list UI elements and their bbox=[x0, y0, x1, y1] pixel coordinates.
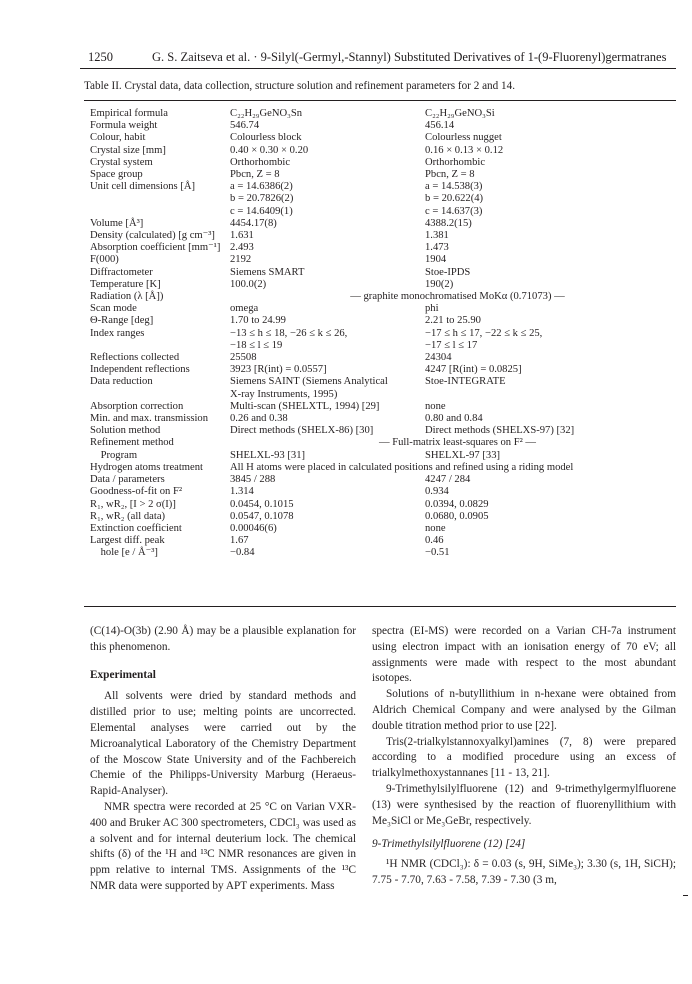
value-compound-14: −17 ≤ l ≤ 17 bbox=[425, 339, 478, 351]
table-row bbox=[90, 328, 685, 340]
table-row bbox=[90, 486, 685, 498]
row-label bbox=[90, 193, 230, 205]
row-label: Empirical formula bbox=[90, 108, 168, 119]
value-compound-2: 0.00046(6) bbox=[230, 522, 277, 534]
table-row bbox=[90, 462, 685, 474]
table-row bbox=[90, 169, 685, 181]
value-compound-2: 2192 bbox=[230, 254, 252, 266]
table-row bbox=[90, 267, 685, 279]
value-compound-14: 0.0680, 0.0905 bbox=[425, 510, 489, 522]
value-compound-2: 4454.17(8) bbox=[230, 217, 277, 229]
value-compound-14: 2.21 to 25.90 bbox=[425, 315, 481, 327]
value-compound-2: X-ray Instruments, 1995) bbox=[230, 388, 338, 400]
value-compound-2: 1.631 bbox=[230, 230, 254, 242]
value-compound-2: Pbcn, Z = 8 bbox=[230, 169, 280, 181]
value-compound-2: 0.0547, 0.1078 bbox=[230, 510, 294, 522]
table-row bbox=[90, 547, 685, 559]
value-compound-14: Pbcn, Z = 8 bbox=[425, 169, 475, 181]
paragraph: Solutions of n-butyllithium in n-hexane were obtained from Aldrich Chemical Company and were analysed by the Gilman double titration method prior to use [22]. bbox=[372, 688, 676, 732]
paragraph: 9-Trimethylsilylfluorene (12) and 9-trimethylgermylfluorene (13) were synthesised by the reaction of fluorenyllithium with Me₃SiCl or Me₃GeBr, respectively. bbox=[372, 782, 676, 827]
paragraph: Tris(2-trialkylstannoxyalkyl)amines (7, 8) were prepared according to a modified procedure using an excess of trialkylmethoxystannanes [11 - 13, 21]. bbox=[372, 735, 676, 780]
row-label: Volume [Å³] bbox=[90, 217, 144, 229]
table-row bbox=[90, 206, 685, 218]
table-row bbox=[90, 364, 685, 376]
table-row bbox=[90, 230, 685, 242]
row-label: F(000) bbox=[90, 254, 119, 266]
table-row bbox=[90, 499, 685, 511]
value-compound-14: none bbox=[425, 400, 446, 412]
left-column bbox=[90, 624, 356, 895]
row-label: Reflections collected bbox=[90, 352, 180, 364]
row-label: Independent reflections bbox=[90, 364, 190, 376]
value-compound-2: a = 14.6386(2) bbox=[230, 181, 293, 193]
value-compound-14: Stoe-IPDS bbox=[425, 266, 471, 278]
row-label: Formula weight bbox=[90, 120, 158, 132]
table-row bbox=[90, 425, 685, 437]
row-label: Temperature [K] bbox=[90, 278, 161, 290]
running-header bbox=[80, 46, 676, 69]
value-compound-2: 0.40 × 0.30 × 0.20 bbox=[230, 144, 309, 156]
compound-subheading: 9-Trimethylsilylfluorene (12) [24] bbox=[372, 838, 526, 851]
paragraph: NMR spectra were recorded at 25 °C on Varian VXR-400 and Bruker AC 300 spectrometers, CDCl₃ was used as a solvent and for internal deuterium lock. The chemical shifts (δ) of the ¹H and ¹³C NMR resonances are given in ppm relative to internal TMS. Assignments of the ¹³C NMR data were supported by APT experiments. Mass bbox=[90, 800, 356, 892]
row-label: Diffractometer bbox=[90, 266, 153, 278]
row-label: Goodness-of-fit on F² bbox=[90, 486, 183, 498]
value-compound-14 bbox=[425, 389, 685, 401]
value-compound-14: 0.0394, 0.0829 bbox=[425, 498, 489, 510]
value-compound-14: 0.16 × 0.13 × 0.12 bbox=[425, 144, 504, 156]
table-bottom-rule bbox=[84, 606, 676, 607]
value-compound-2: b = 20.7826(2) bbox=[230, 193, 294, 205]
value-compound-2: Direct methods (SHELX-86) [30] bbox=[230, 425, 374, 437]
value-compound-14: 1904 bbox=[425, 254, 447, 266]
value-compound-2: 0.26 and 0.38 bbox=[230, 413, 288, 425]
intro-paragraph: (C(14)-O(3b) (2.90 Å) may be a plausible explanation for this phenomenon. bbox=[90, 625, 356, 653]
row-label: Unit cell dimensions [Å] bbox=[90, 181, 196, 193]
row-label: Absorption correction bbox=[90, 400, 184, 412]
paragraph: spectra (EI-MS) were recorded on a Varian CH-7a instrument using electron impact with an ionisation energy of 70 eV; all assignments were made with respect to the most abundant isotopes. bbox=[372, 625, 676, 685]
value-compound-2: SHELXL-93 [31] bbox=[230, 449, 306, 461]
table-row bbox=[90, 291, 685, 303]
table-row bbox=[90, 181, 685, 193]
table-row bbox=[90, 413, 685, 425]
value-compound-14: none bbox=[425, 522, 446, 534]
value-compound-2: omega bbox=[230, 303, 259, 315]
value-compound-14: 190(2) bbox=[425, 278, 454, 290]
table-row bbox=[90, 523, 685, 535]
value-compound-14: 4388.2(15) bbox=[425, 217, 472, 229]
value-compound-14: SHELXL-97 [33] bbox=[425, 449, 501, 461]
value-compound-2: −13 ≤ h ≤ 18, −26 ≤ k ≤ 26, bbox=[230, 327, 348, 339]
table-row bbox=[90, 511, 685, 523]
table-row bbox=[90, 450, 685, 462]
value-compound-2: 2.493 bbox=[230, 242, 254, 254]
row-label: Space group bbox=[90, 169, 143, 181]
value-compound-14: Direct methods (SHELXS-97) [32] bbox=[425, 425, 575, 437]
value-compound-14: Colourless nugget bbox=[425, 132, 502, 144]
row-label: Θ-Range [deg] bbox=[90, 315, 154, 327]
row-label: Crystal size [mm] bbox=[90, 144, 166, 156]
table-row bbox=[90, 108, 685, 120]
row-label: Radiation (λ [Å]) bbox=[90, 291, 164, 303]
table-row bbox=[90, 242, 685, 254]
table-row bbox=[90, 303, 685, 315]
value-compound-2: c = 14.6409(1) bbox=[230, 205, 293, 217]
value-compound-2: 3923 [R(int) = 0.0557] bbox=[230, 364, 327, 376]
value-compound-14: 4247 / 284 bbox=[425, 474, 471, 486]
row-label: Index ranges bbox=[90, 327, 145, 339]
table-row bbox=[90, 193, 685, 205]
table-top-rule bbox=[84, 100, 676, 101]
row-label: Data / parameters bbox=[90, 474, 165, 486]
value-compound-2: 546.74 bbox=[230, 120, 260, 132]
table-row bbox=[90, 389, 685, 401]
row-label: hole [e / Å⁻³] bbox=[90, 547, 158, 559]
value-compound-2: 1.67 bbox=[230, 535, 249, 547]
row-label: Data reduction bbox=[90, 376, 153, 388]
value-compound-2: −0.84 bbox=[230, 547, 255, 559]
value-compound-14: 1.473 bbox=[425, 242, 449, 254]
row-label bbox=[90, 206, 230, 218]
table-caption: Table II. Crystal data, data collection, structure solution and refinement parameters for 2 and 14. bbox=[84, 80, 516, 92]
shared-value-cell: — Full-matrix least-squares on F² — bbox=[378, 437, 537, 449]
row-label: Min. and max. transmission bbox=[90, 413, 208, 425]
value-compound-14: 24304 bbox=[425, 352, 452, 364]
value-compound-14: a = 14.538(3) bbox=[425, 181, 483, 193]
value-compound-14: C₂₂H₂₉GeNO₃Si bbox=[425, 108, 495, 119]
value-compound-2: 1.314 bbox=[230, 486, 254, 498]
margin-dash bbox=[683, 895, 688, 896]
table-row bbox=[90, 376, 685, 388]
table-row bbox=[90, 474, 685, 486]
table-row bbox=[90, 132, 685, 144]
row-label: Absorption coefficient [mm⁻¹] bbox=[90, 242, 221, 254]
paragraph: ¹H NMR (CDCl₃): δ = 0.03 (s, 9H, SiMe₃); 3.30 (s, 1H, SiCH); 7.75 - 7.70, 7.63 - 7.58, 7.39 - 7.30 (3 m, bbox=[372, 858, 676, 886]
value-compound-14: 0.80 and 0.84 bbox=[425, 413, 483, 425]
value-compound-2: Colourless block bbox=[230, 132, 302, 144]
row-label: Solution method bbox=[90, 425, 161, 437]
value-compound-14: −0.51 bbox=[425, 547, 450, 559]
value-compound-2: Multi-scan (SHELXTL, 1994) [29] bbox=[230, 400, 380, 412]
value-compound-14: Orthorhombic bbox=[425, 156, 486, 168]
row-label bbox=[90, 389, 230, 401]
table-row bbox=[90, 401, 685, 413]
row-label: Crystal system bbox=[90, 156, 153, 168]
right-column bbox=[372, 624, 676, 889]
table-row bbox=[90, 254, 685, 266]
value-compound-14: c = 14.637(3) bbox=[425, 205, 483, 217]
table-row bbox=[90, 437, 685, 449]
section-heading: Experimental bbox=[90, 668, 156, 681]
row-label: R₁, wR₂, [I > 2 σ(I)] bbox=[90, 498, 176, 510]
row-label: Largest diff. peak bbox=[90, 535, 165, 547]
value-compound-2: 1.70 to 24.99 bbox=[230, 315, 286, 327]
value-compound-2: C₂₂H₂₉GeNO₃Sn bbox=[230, 108, 303, 119]
value-compound-14: 0.934 bbox=[425, 486, 449, 498]
table-row bbox=[90, 315, 685, 327]
row-label: Colour, habit bbox=[90, 132, 146, 144]
table-row bbox=[90, 279, 685, 291]
value-compound-2: 25508 bbox=[230, 352, 257, 364]
row-label: Refinement method bbox=[90, 437, 174, 449]
table-row bbox=[90, 340, 685, 352]
page-number: 1250 bbox=[88, 50, 113, 64]
value-compound-2: 100.0(2) bbox=[230, 278, 267, 290]
value-compound-2: 0.0454, 0.1015 bbox=[230, 498, 294, 510]
row-label: Hydrogen atoms treatment bbox=[90, 461, 203, 473]
value-compound-14: phi bbox=[425, 303, 439, 315]
row-label bbox=[90, 340, 230, 352]
paragraph: All solvents were dried by standard methods and distilled prior to use; melting points are uncorrected. Elemental analyses were carried out by the Microanalytical Laboratory of the Chemistry Department of the Moscow State University and of the Fachbereich Chemie of the Philipps-University Marburg (Heraeus-Rapid-Analyser). bbox=[90, 690, 356, 798]
value-compound-14: −17 ≤ h ≤ 17, −22 ≤ k ≤ 25, bbox=[425, 327, 543, 339]
table-row bbox=[90, 535, 685, 547]
table-row bbox=[90, 218, 685, 230]
table-row bbox=[90, 352, 685, 364]
row-label: Density (calculated) [g cm⁻³] bbox=[90, 230, 215, 242]
running-title: G. S. Zaitseva et al. · 9-Silyl(-Germyl,-Stannyl) Substituted Derivatives of 1-(9-Fluorenyl)germatranes bbox=[152, 50, 667, 64]
table-row bbox=[90, 145, 685, 157]
value-compound-2: 3845 / 288 bbox=[230, 474, 276, 486]
value-compound-2: Siemens SMART bbox=[230, 266, 305, 278]
row-label: Scan mode bbox=[90, 303, 137, 315]
table-row bbox=[90, 120, 685, 132]
value-compound-2: Siemens SAINT (Siemens Analytical bbox=[230, 376, 388, 388]
value-compound-14: b = 20.622(4) bbox=[425, 193, 484, 205]
shared-value-cell: All H atoms were placed in calculated positions and refined using a riding model bbox=[230, 461, 574, 473]
value-compound-14: 0.46 bbox=[425, 535, 444, 547]
table-row bbox=[90, 157, 685, 169]
row-label: R₁, wR₂ (all data) bbox=[90, 510, 166, 522]
value-compound-2: −18 ≤ l ≤ 19 bbox=[230, 339, 283, 351]
value-compound-14: 1.381 bbox=[425, 230, 449, 242]
value-compound-14: 4247 [R(int) = 0.0825] bbox=[425, 364, 522, 376]
row-label: Extinction coefficient bbox=[90, 522, 182, 534]
value-compound-14: 456.14 bbox=[425, 120, 455, 132]
shared-value-cell: — graphite monochromatised MoKα (0.71073) — bbox=[350, 291, 565, 303]
value-compound-14: Stoe-INTEGRATE bbox=[425, 376, 506, 388]
value-compound-2: Orthorhombic bbox=[230, 156, 291, 168]
row-label: Program bbox=[90, 449, 138, 461]
crystal-data-table bbox=[90, 108, 685, 560]
